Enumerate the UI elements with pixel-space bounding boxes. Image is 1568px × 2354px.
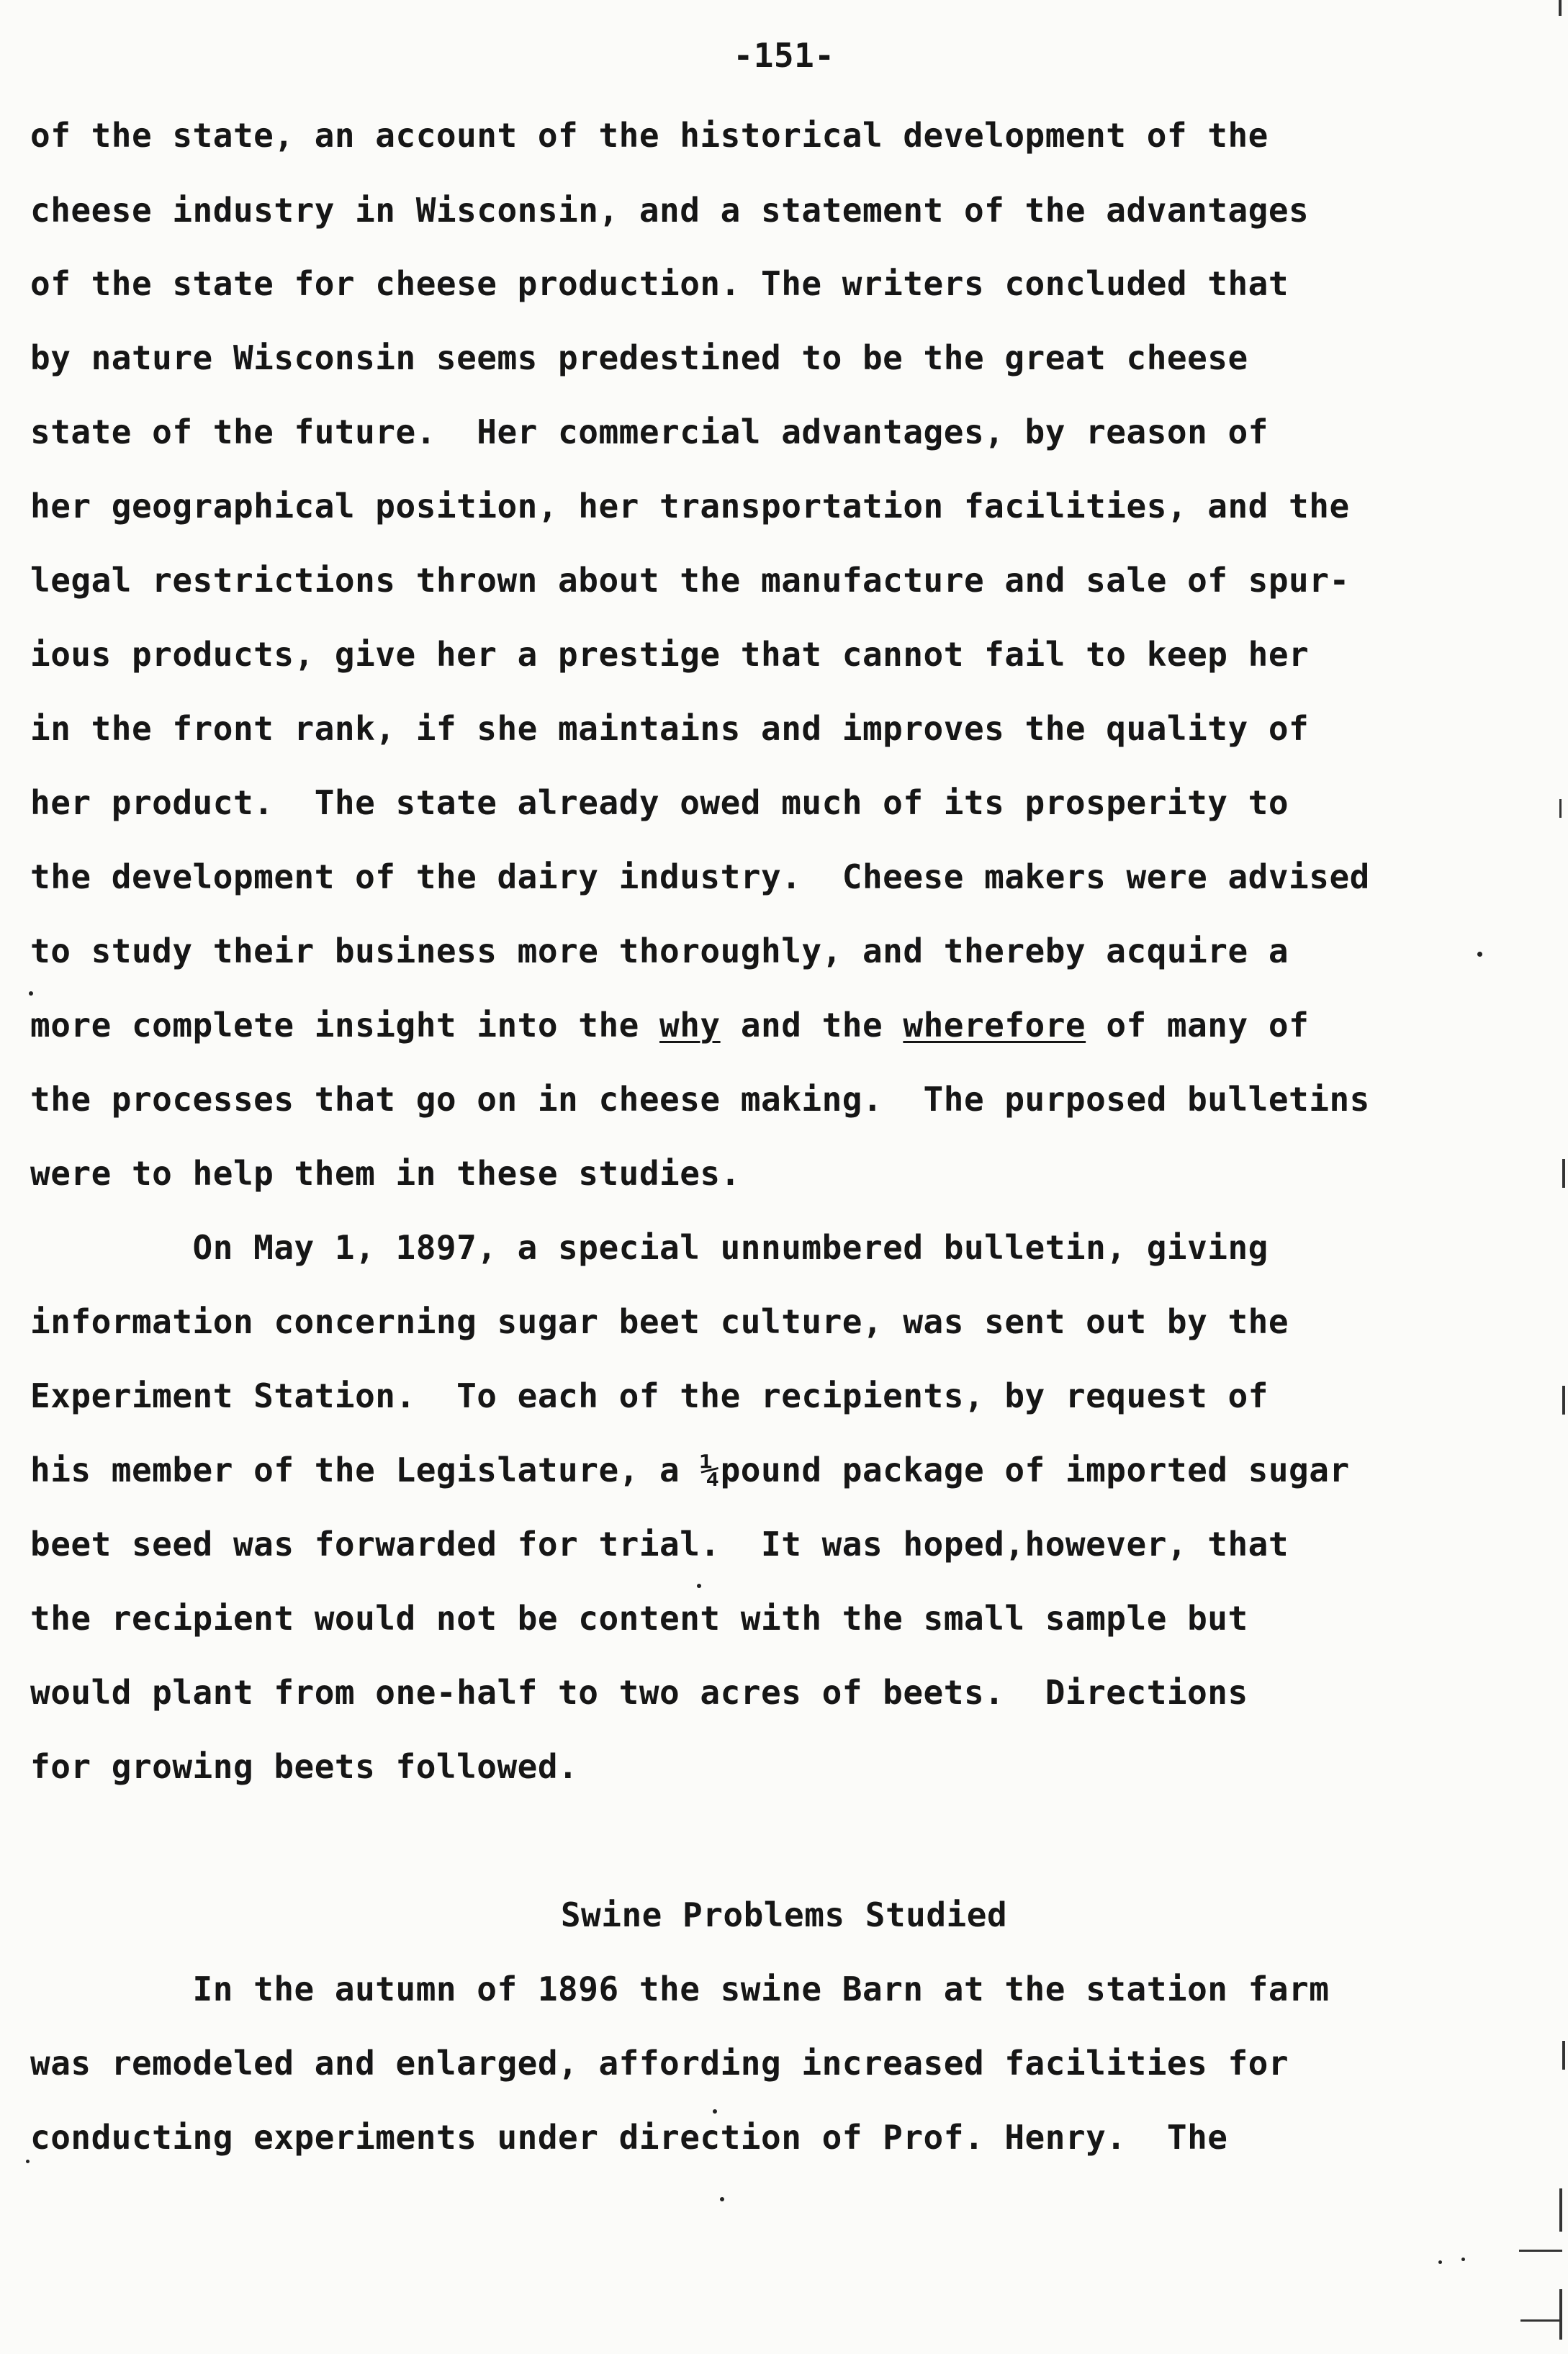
scan-speck <box>1461 2258 1465 2261</box>
text-line: her geographical position, her transportation facilities, and the <box>30 487 1350 526</box>
text-line: the development of the dairy industry. Cheese makers were advised <box>30 857 1370 896</box>
text-line: conducting experiments under direction of Prof. Henry. The <box>30 2118 1228 2157</box>
scan-speck <box>720 2197 724 2201</box>
scan-speck <box>697 1584 701 1588</box>
text-line: were to help them in these studies. <box>30 1154 741 1193</box>
text-line-with-underlines <box>30 1004 1309 1047</box>
text-line: of the state for cheese production. The writers concluded that <box>30 264 1289 303</box>
line-segment: more complete insight into the <box>30 1006 660 1045</box>
text-line: state of the future. Her commercial advantages, by reason of <box>30 412 1269 451</box>
scan-edge-mark <box>1559 799 1562 818</box>
scan-edge-mark <box>1559 2188 1562 2232</box>
text-line: legal restrictions thrown about the manufacture and sale of spur- <box>30 561 1350 600</box>
underlined-word-wherefore: wherefore <box>903 1006 1086 1045</box>
scan-speck <box>1438 2260 1442 2264</box>
text-line: in the front rank, if she maintains and improves the quality of <box>30 709 1310 748</box>
text-line: would plant from one-half to two acres of beets. Directions <box>30 1673 1248 1712</box>
scan-speck <box>26 2160 30 2163</box>
text-line: the recipient would not be content with the small sample but <box>30 1599 1248 1638</box>
text-line: Experiment Station. To each of the recipients, by request of <box>30 1376 1269 1415</box>
text-line: On May 1, 1897, a special unnumbered bulletin, giving <box>30 1228 1269 1267</box>
text-line: by nature Wisconsin seems predestined to be the great cheese <box>30 338 1248 377</box>
text-line: cheese industry in Wisconsin, and a statement of the advantages <box>30 191 1310 230</box>
text-line: the processes that go on in cheese making. The purposed bulletins <box>30 1080 1370 1119</box>
text-line: ious products, give her a prestige that cannot fail to keep her <box>30 635 1310 674</box>
text-line: for growing beets followed. <box>30 1747 579 1786</box>
scan-edge-mark <box>1559 0 1562 16</box>
scan-speck <box>1477 952 1482 957</box>
scan-edge-mark <box>1562 2041 1565 2070</box>
text-line: of the state, an account of the historical development of the <box>30 116 1269 155</box>
text-line: her product. The state already owed much of its prosperity to <box>30 783 1289 822</box>
text-line: to study their business more thoroughly, and thereby acquire a <box>30 932 1289 970</box>
section-heading: Swine Problems Studied <box>560 1895 1008 1934</box>
scan-edge-mark <box>1562 1159 1565 1188</box>
line-segment: and the <box>720 1006 904 1045</box>
text-line: was remodeled and enlarged, affording increased facilities for <box>30 2044 1289 2083</box>
line-segment: of many of <box>1086 1006 1310 1045</box>
scan-edge-mark <box>1519 2250 1562 2252</box>
scan-edge-mark <box>1520 2319 1561 2322</box>
scan-speck <box>29 991 33 996</box>
scan-speck <box>713 2109 717 2114</box>
text-line: information concerning sugar beet culture, was sent out by the <box>30 1302 1289 1341</box>
text-line: In the autumn of 1896 the swine Barn at the station farm <box>30 1970 1330 2008</box>
text-line: beet seed was forwarded for trial. It was hoped,however, that <box>30 1525 1289 1564</box>
underlined-word-why: why <box>659 1006 721 1045</box>
text-line: his member of the Legislature, a ¼pound package of imported sugar <box>30 1451 1350 1489</box>
page-number: -151- <box>733 36 835 75</box>
scan-edge-mark <box>1559 2289 1562 2340</box>
scan-edge-mark <box>1562 1386 1565 1415</box>
